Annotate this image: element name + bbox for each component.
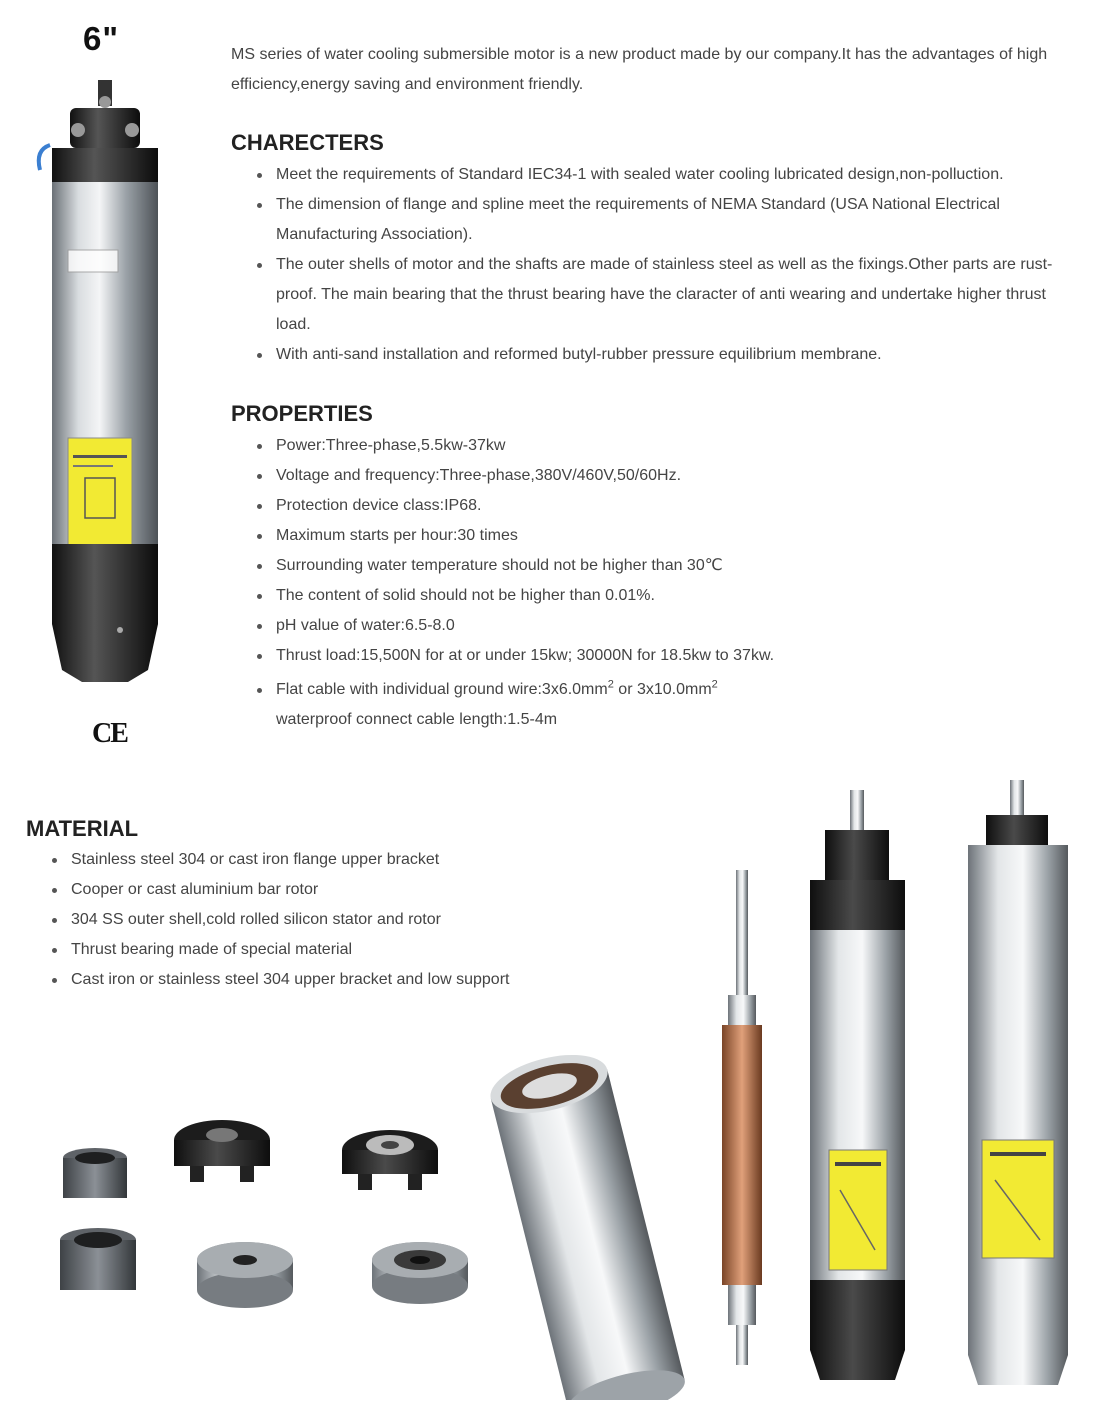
cable-sup-1: 2 [607,678,614,691]
bushing-large [60,1228,136,1290]
size-label: 6" [83,20,119,57]
list-item: pH value of water:6.5-8.0 [231,611,1071,641]
list-item: With anti-sand installation and reformed butyl-rubber pressure equilibrium membrane. [231,340,1071,370]
list-item: Maximum starts per hour:30 times [231,521,1071,551]
list-item: Thrust bearing made of special material [26,935,586,965]
list-item: The content of solid should not be higher than 0.01%. [231,581,1071,611]
bushing-small [63,1148,127,1198]
thrust-disc-2 [372,1242,468,1304]
list-item: The outer shells of motor and the shafts are made of stainless steel as well as the fixings.Other parts are rust-proof. The main bearing that the thrust bearing have the claracter of anti wearing and undertake higher thrust load. [231,250,1071,340]
assembled-motor-1 [810,790,905,1380]
list-item: Stainless steel 304 or cast iron flange upper bracket [26,845,586,875]
cable-sup-2: 2 [711,678,718,691]
characters-heading: CHARECTERS [231,130,384,155]
list-item: Voltage and frequency:Three-phase,380V/460V,50/60Hz. [231,461,1071,491]
properties-heading: PROPERTIES [231,401,373,426]
ce-mark: CE [92,718,127,749]
material-heading: MATERIAL [26,816,139,841]
cable-item [231,675,1071,735]
list-item: The dimension of flange and spline meet the requirements of NEMA Standard (USA National Electrical Manufacturing Association). [231,190,1071,250]
thrust-bearing-1 [174,1120,270,1182]
properties-list [231,431,1071,735]
list-item: 304 SS outer shell,cold rolled silicon stator and rotor [26,905,586,935]
cable-length-text: waterproof connect cable length:1.5-4m [276,711,558,728]
characters-list [231,160,1071,370]
intro-paragraph: MS series of water cooling submersible motor is a new product made by our company.It has the advantages of high efficiency,energy saving and environment friendly. [231,46,1048,93]
list-item: Protection device class:IP68. [231,491,1071,521]
thrust-disc-1 [197,1242,293,1308]
motor-components-image [40,770,1100,1400]
list-item: Cooper or cast aluminium bar rotor [26,875,586,905]
motor-main-image [30,60,180,690]
list-item: Cast iron or stainless steel 304 upper bracket and low support [26,965,586,995]
cable-text-2: or 3x10.0mm [613,681,712,698]
list-item: Thrust load:15,500N for at or under 15kw; 30000N for 18.5kw to 37kw. [231,641,1071,671]
assembled-motor-2 [968,780,1068,1385]
list-item: Surrounding water temperature should not be higher than 30℃ [231,551,1071,581]
list-item: Power:Three-phase,5.5kw-37kw [231,431,1071,461]
stator-shell [485,1044,690,1400]
list-item: Meet the requirements of Standard IEC34-1 with sealed water cooling lubricated design,non-polluction. [231,160,1071,190]
thrust-bearing-2 [342,1130,438,1190]
cable-text-1: Flat cable with individual ground wire:3x6.0mm [276,681,608,698]
rotor-shaft [722,870,762,1365]
